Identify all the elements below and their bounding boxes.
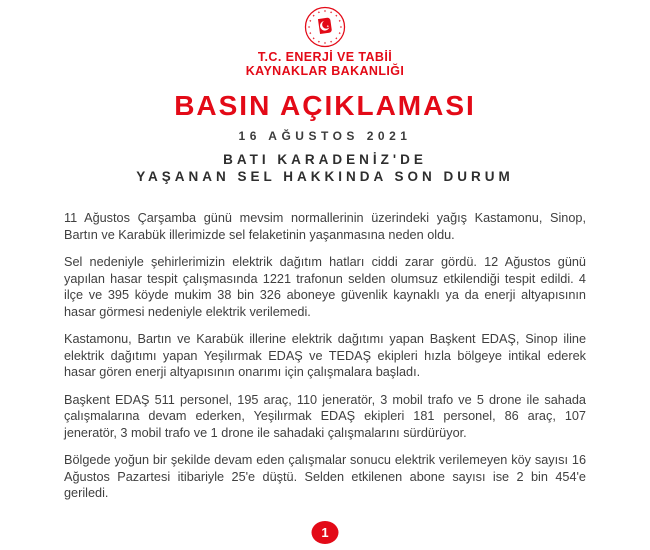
ministry-name-line2: KAYNAKLAR BAKANLIĞI xyxy=(245,63,405,78)
paragraph-4: Başkent EDAŞ 511 personel, 195 araç, 110 jeneratör, 3 mobil trafo ve 5 drone ile sahada çalışmalarına devam ederken, Yeşilırmak EDAŞ ekipleri 181 personel, 86 araç, 107 jeneratör, 3 mobil trafo ve 1 drone ile sahadaki çalışmalarını sürdürüyor. xyxy=(64,392,586,440)
page-number-badge xyxy=(312,521,339,544)
release-body xyxy=(64,210,586,502)
release-date: 16 AĞUSTOS 2021 xyxy=(238,129,412,143)
release-subtitle-line2: YAŞANAN SEL HAKKINDA SON DURUM xyxy=(136,169,514,184)
ministry-header xyxy=(0,0,650,78)
paragraph-1: 11 Ağustos Çarşamba günü mevsim normallerinin üzerindeki yağış Kastamonu, Sinop, Bartın ve Karabük illerimizde sel felaketinin yaşanmasına neden oldu. xyxy=(64,211,586,242)
page-number: 1 xyxy=(321,525,329,540)
ministry-name xyxy=(0,51,650,78)
release-subtitle-line1: BATI KARADENİZ'DE xyxy=(223,152,427,167)
release-subtitle xyxy=(0,151,650,185)
paragraph-5: Bölgede yoğun bir şekilde devam eden çalışmalar sonucu elektrik verilemeyen köy sayısı 16 Ağustos Pazartesi itibariyle 25'e düştü. Selden etkilenen abone sayısı ise 2 bin 454'e geriledi. xyxy=(64,453,586,500)
page-title: BASIN AÇIKLAMASI xyxy=(174,90,476,121)
ministry-emblem-icon xyxy=(304,6,346,48)
paragraph-3: Kastamonu, Bartın ve Karabük illerine elektrik dağıtımı yapan Başkent EDAŞ, Sinop iline elektrik dağıtımı yapan Yeşilırmak EDAŞ ve TEDAŞ ekipleri hızla bölgeye intikal ederek hasar gören enerji altyapısının onarımı için çalışmalara başladı. xyxy=(64,332,586,379)
ministry-name-line1: T.C. ENERJİ VE TABİİ xyxy=(257,50,393,64)
paragraph-2: Sel nedeniyle şehirlerimizin elektrik dağıtım hatları ciddi zarar gördü. 12 Ağustos günü yapılan hasar tespit çalışmasında 1221 trafonun selden olumsuz etkilendiği tespit edildi. 4 ilçe ve 395 köyde mukim 38 bin 326 aboneye güvenlik kaynaklı ya da enerji altyapısının hasar görmesi nedeniyle elektrik verilemedi. xyxy=(64,255,586,319)
